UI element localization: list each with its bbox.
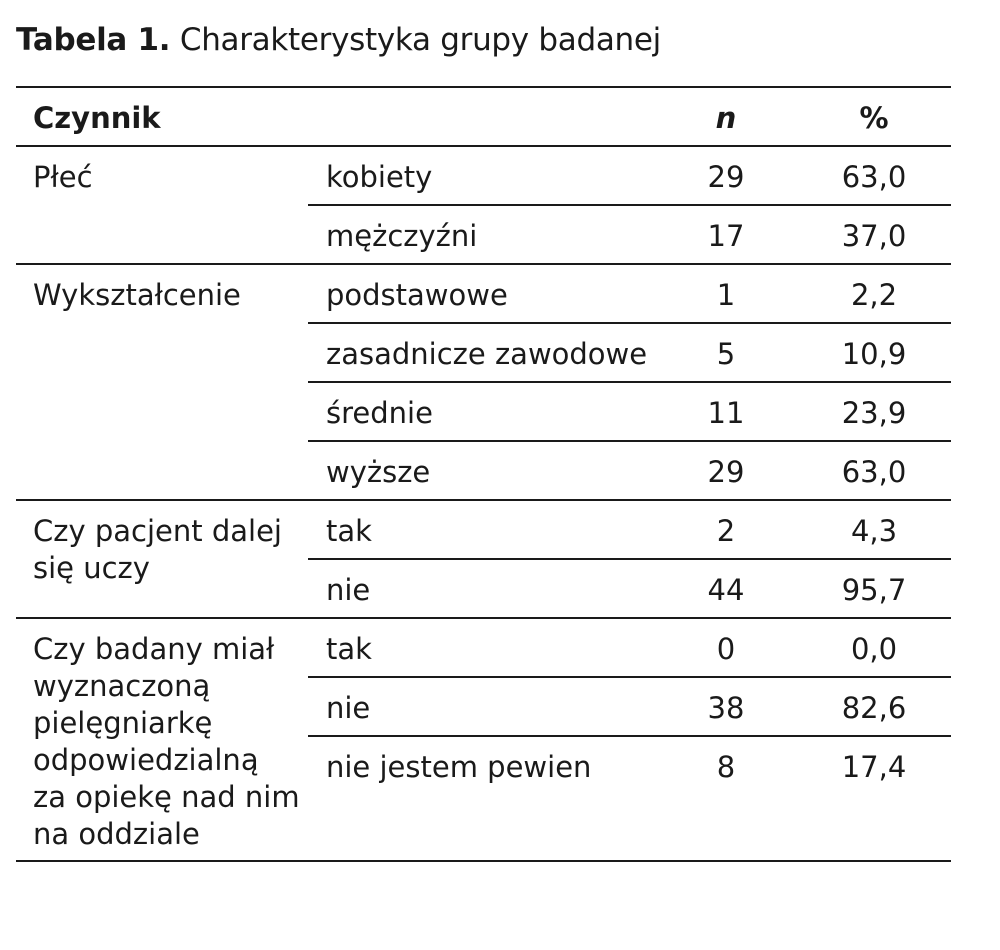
- percent-cell: 82,6: [841, 691, 907, 725]
- header-factor: Czynnik: [33, 101, 161, 135]
- percent-cell: 0,0: [850, 632, 898, 666]
- n-cell: 2: [716, 514, 736, 548]
- caption-label: Tabela 1.: [16, 22, 171, 58]
- row-rule: [308, 558, 951, 560]
- factor-label: Czy pacjent dalej: [33, 514, 282, 548]
- row-rule: [308, 204, 951, 206]
- factor-label: pielęgniarkę: [33, 706, 213, 740]
- category-cell: tak: [326, 514, 372, 548]
- row-rule: [308, 676, 951, 678]
- header-n: n: [715, 101, 737, 135]
- n-cell: 17: [707, 219, 745, 253]
- factor-label: Płeć: [33, 160, 93, 194]
- category-cell: tak: [326, 632, 372, 666]
- category-cell: zasadnicze zawodowe: [326, 337, 648, 371]
- header-percent: %: [859, 101, 889, 135]
- n-cell: 8: [716, 750, 736, 784]
- percent-cell: 2,2: [850, 278, 898, 312]
- header-rule: [16, 145, 951, 147]
- factor-label: Czy badany miał: [33, 632, 275, 666]
- table-top-rule: [16, 86, 951, 88]
- category-cell: nie: [326, 691, 371, 725]
- percent-cell: 17,4: [841, 750, 907, 784]
- percent-cell: 63,0: [841, 160, 907, 194]
- row-rule: [308, 322, 951, 324]
- n-cell: 0: [716, 632, 736, 666]
- category-cell: średnie: [326, 396, 433, 430]
- category-cell: nie jestem pewien: [326, 750, 592, 784]
- category-cell: wyższe: [326, 455, 431, 489]
- factor-label: Wykształcenie: [33, 278, 241, 312]
- category-cell: nie: [326, 573, 371, 607]
- row-rule: [308, 440, 951, 442]
- row-rule: [308, 381, 951, 383]
- n-cell: 29: [707, 455, 745, 489]
- percent-cell: 63,0: [841, 455, 907, 489]
- category-cell: mężczyźni: [326, 219, 478, 253]
- percent-cell: 95,7: [841, 573, 907, 607]
- group-rule: [16, 499, 951, 501]
- factor-label: wyznaczoną: [33, 669, 211, 703]
- table-caption: [16, 18, 661, 62]
- percent-cell: 10,9: [841, 337, 907, 371]
- group-rule: [16, 263, 951, 265]
- n-cell: 44: [707, 573, 745, 607]
- percent-cell: 37,0: [841, 219, 907, 253]
- caption-title: Charakterystyka grupy badanej: [179, 22, 661, 58]
- n-cell: 11: [707, 396, 745, 430]
- table-bottom-rule: [16, 860, 951, 862]
- factor-label: za opiekę nad nim: [33, 780, 300, 814]
- group-rule: [16, 617, 951, 619]
- factor-label: odpowiedzialną: [33, 743, 259, 777]
- n-cell: 38: [707, 691, 745, 725]
- category-cell: podstawowe: [326, 278, 508, 312]
- n-cell: 5: [716, 337, 736, 371]
- percent-cell: 23,9: [841, 396, 907, 430]
- n-cell: 1: [716, 278, 736, 312]
- category-cell: kobiety: [326, 160, 433, 194]
- factor-label: się uczy: [33, 551, 150, 585]
- n-cell: 29: [707, 160, 745, 194]
- factor-label: na oddziale: [33, 817, 200, 851]
- row-rule: [308, 735, 951, 737]
- percent-cell: 4,3: [850, 514, 898, 548]
